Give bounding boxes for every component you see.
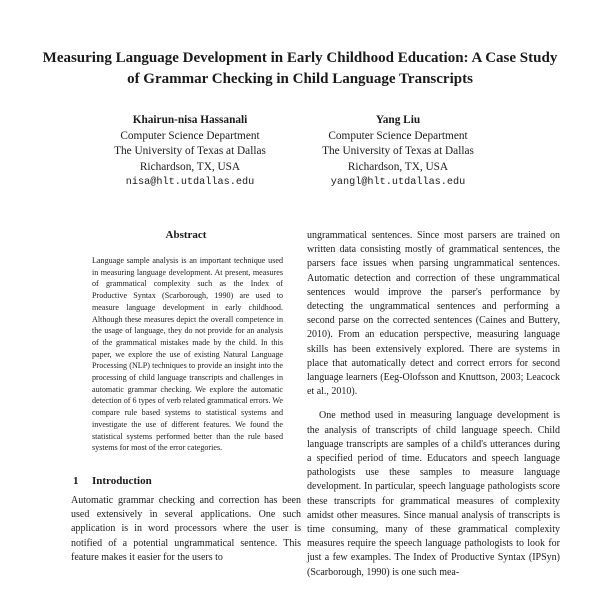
author-location: Richardson, TX, USA <box>139 160 241 173</box>
author-department: Computer Science Department <box>120 129 260 142</box>
left-column <box>71 228 301 565</box>
author-block-1 <box>70 113 310 191</box>
section-number: 1 <box>73 474 79 487</box>
body-paragraph: One method used in measuring language development is the analysis of transcripts of child language speech. Child language transcripts are samples of a child's utterances during a specified period of time. Educators and speech language pathologists use these samples to measure language development. In particular, speech language pathologists score these transcripts for grammatical measures of complexity amidst other measures. Since manual analysis of transcripts is time consuming, many of these grammatical complexity measures require the speech language pathologists to look for just a few examples. The Index of Productive Syntax (IPSyn) (Scarborough, 1990) is one such mea- <box>307 410 560 578</box>
section-title: Introduction <box>92 474 152 487</box>
introduction-text: Automatic grammar checking and correction has been used extensively in several applications. One such application is in word processors where the user is notified of a potential ungrammatical sentence. This feature makes it easier for the users to <box>71 494 301 563</box>
author-name: Khairun-nisa Hassanali <box>132 114 248 126</box>
body-paragraph: ungrammatical sentences. Since most parsers are trained on written data consisting mostly of grammatical sentences, the parsers face issues when parsing ungrammatical sentences. Automatic detection and correction of these ungrammatical sentences would improve the parser's performance by detecting the ungrammatical sentences and performing a second parse on the corrected sentences (Caines and Buttery, 2010). From an education perspective, measuring language skills has been extensively explored. There are systems in place that automatically detect and correct errors for second language learners (Eeg-Olofsson and Knuttson, 2003; Leacock et al., 2010). <box>307 230 560 398</box>
section-heading <box>73 474 301 488</box>
author-block-2 <box>278 113 518 191</box>
abstract-heading: Abstract <box>165 229 207 241</box>
author-email: yangl@hlt.utdallas.edu <box>330 177 466 188</box>
abstract-text: Language sample analysis is an important technique used in measuring language development. At present, measures of grammatical complexity such as the Index of Productive Syntax (Scarborough, 1990) are used to measure language development in early childhood. Although these measures depict the overall competence in the usage of language, they do not provide for an analysis of the grammatical mistakes made by the child. In this paper, we explore the use of existing Natural Language Processing (NLP) techniques to provide an insight into the processing of child language transcripts and challenges in automatic grammar checking. We explore the automatic detection of 6 types of verb related grammatical errors. We compare rule based systems to statistical systems and investigate the use of different features. We found the statistical systems performed better than the rule based systems for most of the error categories. <box>92 256 283 453</box>
author-email: nisa@hlt.utdallas.edu <box>125 177 255 188</box>
author-name: Yang Liu <box>375 114 421 126</box>
author-university: The University of Texas at Dallas <box>322 145 474 157</box>
author-university: The University of Texas at Dallas <box>114 145 266 157</box>
author-department: Computer Science Department <box>328 129 468 142</box>
paper-title: Measuring Language Development in Early Childhood Education: A Case Study of Grammar Checking in Child Language Transcripts <box>42 50 558 87</box>
author-location: Richardson, TX, USA <box>347 160 449 173</box>
right-column <box>307 229 560 580</box>
